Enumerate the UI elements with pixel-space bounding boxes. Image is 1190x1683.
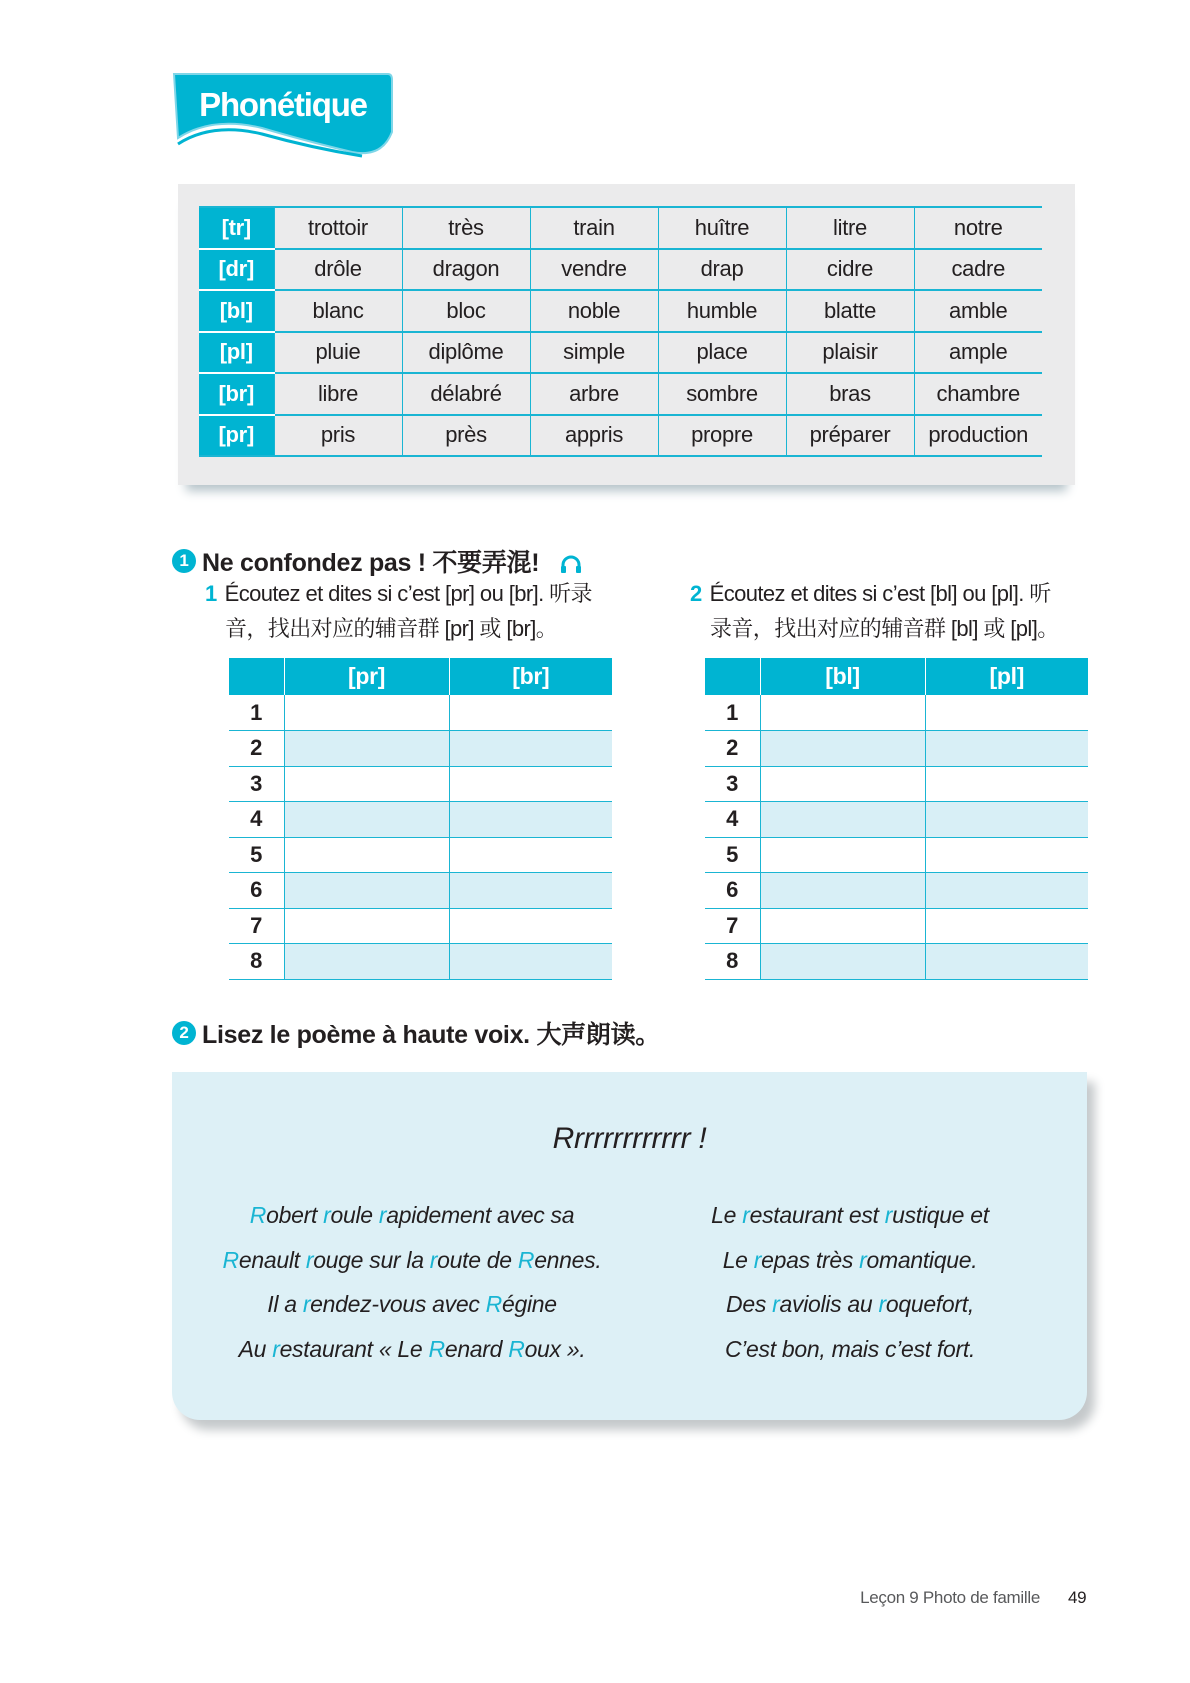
poem-line: [192, 1336, 632, 1381]
row-number: 2: [705, 731, 760, 767]
phonetics-row: [199, 332, 1042, 374]
example-word: près: [402, 415, 530, 457]
answer-table-pr-br: [229, 658, 612, 980]
instruction-2: [690, 576, 1059, 646]
answer-cell[interactable]: [760, 731, 925, 767]
poem-text: enard: [444, 1335, 509, 1362]
answer-cell[interactable]: [925, 766, 1088, 802]
poem-title: Rrrrrrrrrrrrr !: [552, 1122, 707, 1155]
poem-text: Au: [238, 1335, 273, 1362]
example-word: production: [914, 415, 1042, 457]
poem-text: omantique.: [866, 1246, 978, 1273]
example-word: trottoir: [274, 207, 402, 249]
example-word: pris: [274, 415, 402, 457]
example-word: chambre: [914, 373, 1042, 415]
row-number: 1: [705, 695, 760, 731]
example-word: propre: [658, 415, 786, 457]
example-word: drôle: [274, 249, 402, 291]
poem-text: aviolis au: [779, 1291, 879, 1317]
table-row: [229, 695, 612, 731]
answer-cell[interactable]: [449, 837, 612, 873]
answer-cell[interactable]: [760, 695, 925, 731]
example-word: noble: [530, 290, 658, 332]
poem-text: égine: [501, 1291, 557, 1317]
answer-cell[interactable]: [284, 837, 449, 873]
exercise-number: 1: [172, 549, 196, 573]
answer-cell[interactable]: [284, 873, 449, 909]
poem-text: oquefort,: [885, 1291, 974, 1317]
example-word: drap: [658, 249, 786, 291]
answer-cell[interactable]: [284, 908, 449, 944]
table-row: [705, 944, 1088, 980]
highlighted-letter: r: [429, 1246, 438, 1273]
answer-cell[interactable]: [284, 802, 449, 838]
table-row: [705, 731, 1088, 767]
answer-cell[interactable]: [925, 695, 1088, 731]
example-word: délabré: [402, 373, 530, 415]
answer-cell[interactable]: [760, 873, 925, 909]
answer-cell[interactable]: [925, 731, 1088, 767]
row-number: 4: [229, 802, 284, 838]
phonetics-row: [199, 415, 1042, 457]
corner-cell: [229, 658, 284, 695]
example-word: blatte: [786, 290, 914, 332]
poem-line: [192, 1291, 632, 1336]
answer-cell[interactable]: [760, 908, 925, 944]
highlighted-letter: r: [305, 1246, 314, 1273]
instruction-text: 录音，找出对应的辅音群 [bl] 或 [pl]。: [710, 616, 1059, 641]
highlighted-letter: r: [878, 1291, 886, 1317]
table-row: [229, 944, 612, 980]
instruction-text: Écoutez et dites si c’est [bl] ou [pl]. 听: [709, 581, 1051, 606]
table-row: [705, 802, 1088, 838]
table-row: [229, 731, 612, 767]
highlighted-letter: r: [753, 1246, 762, 1273]
table-row: [229, 873, 612, 909]
example-word: simple: [530, 332, 658, 374]
row-number: 4: [705, 802, 760, 838]
poem-line: [192, 1202, 632, 1247]
highlighted-letter: R: [428, 1335, 445, 1362]
poem-box: [172, 1072, 1087, 1420]
exercise1-heading: [172, 543, 583, 579]
example-word: amble: [914, 290, 1042, 332]
poem-text: apidement avec sa: [386, 1202, 575, 1228]
consonant-cluster: [dr]: [199, 249, 274, 291]
highlighted-letter: r: [742, 1202, 750, 1228]
answer-cell[interactable]: [284, 766, 449, 802]
part-number: 2: [690, 581, 702, 606]
page-number: 49: [1068, 1588, 1087, 1607]
answer-cell[interactable]: [760, 944, 925, 980]
example-word: vendre: [530, 249, 658, 291]
highlighted-letter: r: [302, 1291, 311, 1317]
poem-text: Il a: [267, 1291, 303, 1317]
column-header: [pr]: [284, 658, 449, 695]
poem-line: [630, 1291, 1070, 1336]
answer-cell[interactable]: [760, 837, 925, 873]
section-badge: [172, 72, 394, 158]
poem-text: oute de: [437, 1246, 518, 1273]
answer-cell[interactable]: [449, 731, 612, 767]
poem-text: ouge sur la: [313, 1246, 430, 1273]
answer-cell[interactable]: [284, 695, 449, 731]
row-number: 8: [229, 944, 284, 980]
consonant-cluster: [pr]: [199, 415, 274, 457]
answer-cell[interactable]: [760, 802, 925, 838]
answer-cell[interactable]: [449, 908, 612, 944]
poem-text: estaurant est: [749, 1202, 885, 1228]
poem-line: [192, 1247, 632, 1292]
answer-cell[interactable]: [925, 873, 1088, 909]
phonetics-row: [199, 373, 1042, 415]
poem-text: estaurant « Le: [279, 1335, 429, 1362]
answer-cell[interactable]: [925, 944, 1088, 980]
answer-cell[interactable]: [449, 944, 612, 980]
exercise-number: 2: [172, 1021, 196, 1045]
example-word: cadre: [914, 249, 1042, 291]
consonant-cluster: [pl]: [199, 332, 274, 374]
row-number: 5: [229, 837, 284, 873]
table-row: [705, 766, 1088, 802]
column-header: [br]: [449, 658, 612, 695]
answer-cell[interactable]: [760, 766, 925, 802]
exercise-title: Lisez le poème à haute voix. 大声朗读。: [202, 1021, 660, 1049]
example-word: notre: [914, 207, 1042, 249]
poem-text: Le: [711, 1202, 743, 1228]
highlighted-letter: r: [378, 1202, 387, 1228]
row-number: 7: [705, 908, 760, 944]
example-word: sombre: [658, 373, 786, 415]
highlighted-letter: r: [884, 1202, 893, 1228]
example-word: préparer: [786, 415, 914, 457]
example-word: humble: [658, 290, 786, 332]
answer-cell[interactable]: [925, 837, 1088, 873]
consonant-cluster: [br]: [199, 373, 274, 415]
example-word: appris: [530, 415, 658, 457]
row-number: 7: [229, 908, 284, 944]
poem-text: epas très: [761, 1246, 860, 1273]
table-row: [229, 766, 612, 802]
table-row: [705, 873, 1088, 909]
consonant-cluster: [bl]: [199, 290, 274, 332]
example-word: cidre: [786, 249, 914, 291]
poem-text: Des: [726, 1291, 773, 1317]
consonant-cluster: [tr]: [199, 207, 274, 249]
answer-cell[interactable]: [449, 695, 612, 731]
table-row: [705, 695, 1088, 731]
row-number: 2: [229, 731, 284, 767]
poem-line: [630, 1202, 1070, 1247]
phonetics-row: [199, 249, 1042, 291]
example-word: bras: [786, 373, 914, 415]
answer-table-bl-pl: [705, 658, 1088, 980]
table-row: [705, 908, 1088, 944]
example-word: diplôme: [402, 332, 530, 374]
highlighted-letter: r: [323, 1202, 331, 1228]
instruction-1: [205, 576, 592, 646]
phonetics-row: [199, 290, 1042, 332]
example-word: dragon: [402, 249, 530, 291]
poem-text: obert: [266, 1202, 324, 1228]
answer-cell[interactable]: [449, 873, 612, 909]
example-word: huître: [658, 207, 786, 249]
row-number: 3: [229, 766, 284, 802]
table-row: [229, 908, 612, 944]
answer-cell[interactable]: [449, 802, 612, 838]
example-word: train: [530, 207, 658, 249]
highlighted-letter: R: [517, 1246, 535, 1273]
poem-text: ennes.: [534, 1246, 602, 1273]
example-word: libre: [274, 373, 402, 415]
exercise-title: Ne confondez pas ! 不要弄混!: [202, 549, 540, 577]
answer-cell[interactable]: [284, 731, 449, 767]
phonetics-table: [199, 206, 1042, 457]
poem-text: enault: [238, 1246, 306, 1273]
row-number: 5: [705, 837, 760, 873]
table-row: [229, 837, 612, 873]
example-word: ample: [914, 332, 1042, 374]
row-number: 1: [229, 695, 284, 731]
poem-text: oule: [330, 1202, 379, 1228]
poem-text: C’est bon, mais c’est fort.: [724, 1335, 976, 1362]
table-row: [705, 837, 1088, 873]
poem-stanza-right: [630, 1202, 1070, 1380]
poem-line: [630, 1336, 1070, 1381]
corner-cell: [705, 658, 760, 695]
example-word: plaisir: [786, 332, 914, 374]
poem-stanza-left: [192, 1202, 632, 1380]
highlighted-letter: r: [272, 1335, 280, 1362]
poem-text: endez-vous avec: [310, 1291, 486, 1317]
column-header: [pl]: [925, 658, 1088, 695]
instruction-text: Écoutez et dites si c’est [pr] ou [br]. 听录: [224, 581, 592, 606]
headphones-icon[interactable]: [559, 552, 583, 576]
footer-lesson: Leçon 9 Photo de famille: [860, 1588, 1040, 1607]
highlighted-letter: R: [249, 1202, 267, 1228]
part-number: 1: [205, 581, 217, 606]
example-word: très: [402, 207, 530, 249]
row-number: 3: [705, 766, 760, 802]
poem-line: [630, 1247, 1070, 1292]
example-word: place: [658, 332, 786, 374]
highlighted-letter: R: [485, 1291, 502, 1317]
row-number: 8: [705, 944, 760, 980]
example-word: litre: [786, 207, 914, 249]
answer-cell[interactable]: [449, 766, 612, 802]
highlighted-letter: r: [859, 1246, 867, 1273]
example-word: pluie: [274, 332, 402, 374]
example-word: bloc: [402, 290, 530, 332]
table-row: [229, 802, 612, 838]
page-title: Phonétique: [199, 86, 367, 123]
highlighted-letter: R: [508, 1335, 525, 1362]
answer-cell[interactable]: [925, 908, 1088, 944]
highlighted-letter: r: [772, 1291, 780, 1317]
phonetics-row: [199, 207, 1042, 249]
example-word: blanc: [274, 290, 402, 332]
instruction-text: 音，找出对应的辅音群 [pr] 或 [br]。: [225, 616, 558, 641]
answer-cell[interactable]: [284, 944, 449, 980]
poem-text: Le: [722, 1246, 754, 1273]
row-number: 6: [705, 873, 760, 909]
row-number: 6: [229, 873, 284, 909]
highlighted-letter: R: [222, 1246, 239, 1273]
poem-text: oux ».: [524, 1335, 586, 1362]
column-header: [bl]: [760, 658, 925, 695]
exercise2-heading: [172, 1015, 660, 1051]
answer-cell[interactable]: [925, 802, 1088, 838]
example-word: arbre: [530, 373, 658, 415]
poem-text: ustique et: [892, 1202, 989, 1228]
